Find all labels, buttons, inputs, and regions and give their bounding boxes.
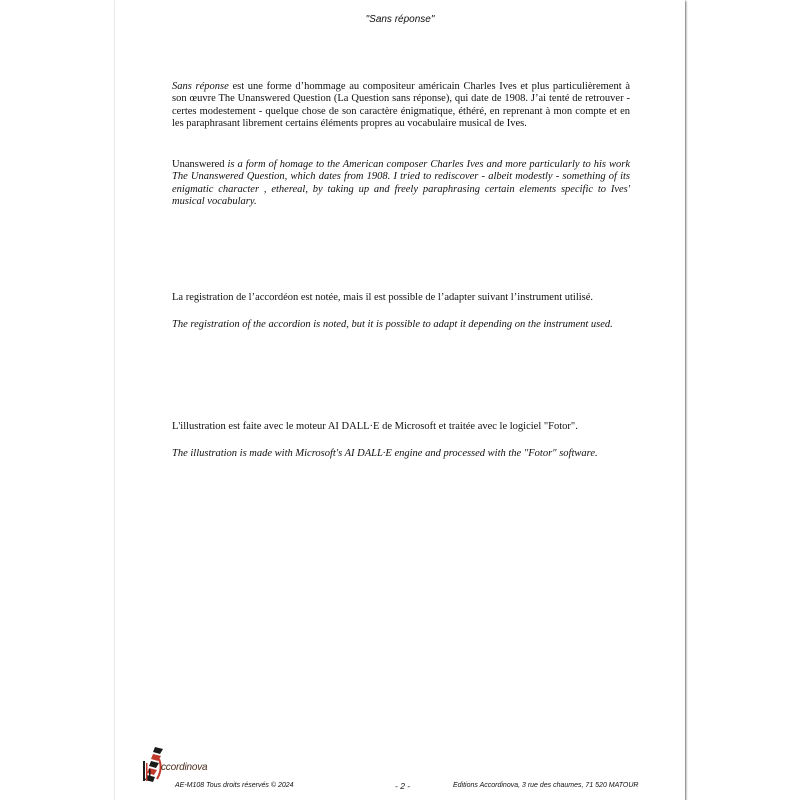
paragraph-french-intro-text: est une forme d’hommage au compositeur américain Charles Ives et plus particulièrement à son œuvre The Unanswered Question (La Question sans réponse), qui date de 1908. J’ai tenté de retrouver - certes modestement - quelque chose de son caractère énigmatique, éthéré, en reprenant à mon compte et en les paraphrasant librement certains éléments propres au vocabulaire musical de Ives.	[172, 81, 630, 129]
work-title-en: Unanswered	[172, 159, 225, 170]
page-number: - 2 -	[395, 781, 411, 791]
footer-publisher: Editions Accordinova, 3 rue des chaumes, 71 520 MATOUR	[453, 782, 639, 789]
page-header-title: "Sans réponse"	[365, 14, 435, 25]
paragraph-illustration-fr: L'illustration est faite avec le moteur AI DALL·E de Microsoft et traitée avec le logiciel "Fotor".	[172, 421, 578, 432]
paragraph-english-intro-text: is a form of homage to the American composer Charles Ives and more particularly to his work The Unanswered Question, which dates from 1908. I tried to rediscover - albeit modestly - something of its enigmatic character , ethereal, by taking up and freely paraphrasing certain elements specific to Ives' musical vocabulary.	[172, 159, 630, 207]
work-title-fr: Sans réponse	[172, 81, 229, 92]
document-page	[115, 0, 685, 800]
paragraph-french-intro	[172, 81, 630, 130]
paragraph-illustration-en: The illustration is made with Microsoft's AI DALL·E engine and processed with the "Fotor" software.	[172, 448, 598, 459]
paragraph-registration-fr: La registration de l’accordéon est notée, mais il est possible de l’adapter suivant l’instrument utilisé.	[172, 292, 594, 303]
footer-reference: AE-M108 Tous droits réservés © 2024	[175, 782, 294, 789]
paragraph-english-intro	[172, 159, 630, 208]
paragraph-registration-en: The registration of the accordion is noted, but it is possible to adapt it depending on the instrument used.	[172, 319, 613, 330]
logo-wordmark: ccordinova	[161, 762, 208, 773]
